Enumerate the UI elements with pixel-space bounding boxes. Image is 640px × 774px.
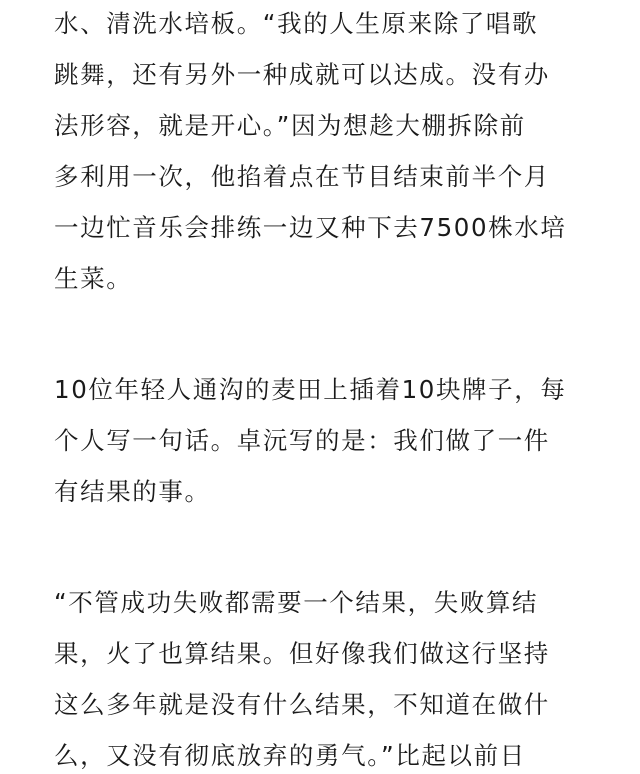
text-line: “不管成功失败都需要一个结果，失败算结: [54, 588, 539, 617]
text-line: 水、清洗水培板。“我的人生原来除了唱歌: [54, 9, 539, 38]
text-line: 一边忙音乐会排练一边又种下去7500株水培: [54, 213, 567, 242]
text-line: 这么多年就是没有什么结果，不知道在做什: [54, 690, 550, 719]
text-line: 有结果的事。: [54, 477, 211, 506]
text-line: 法形容，就是开心。”因为想趁大棚拆除前: [54, 111, 526, 140]
text-line: 果，火了也算结果。但好像我们做这行坚持: [54, 639, 550, 668]
text-line: 10位年轻人通沟的麦田上插着10块牌子，每: [54, 375, 567, 404]
text-line: 么，又没有彻底放弃的勇气。”比起以前日: [54, 741, 526, 770]
text-line: 多利用一次，他掐着点在节目结束前半个月: [54, 162, 550, 191]
text-line: 个人写一句话。卓沅写的是：我们做了一件: [54, 426, 550, 455]
text-line: 跳舞，还有另外一种成就可以达成。没有办: [54, 60, 550, 89]
text-line: 生菜。: [54, 264, 133, 293]
